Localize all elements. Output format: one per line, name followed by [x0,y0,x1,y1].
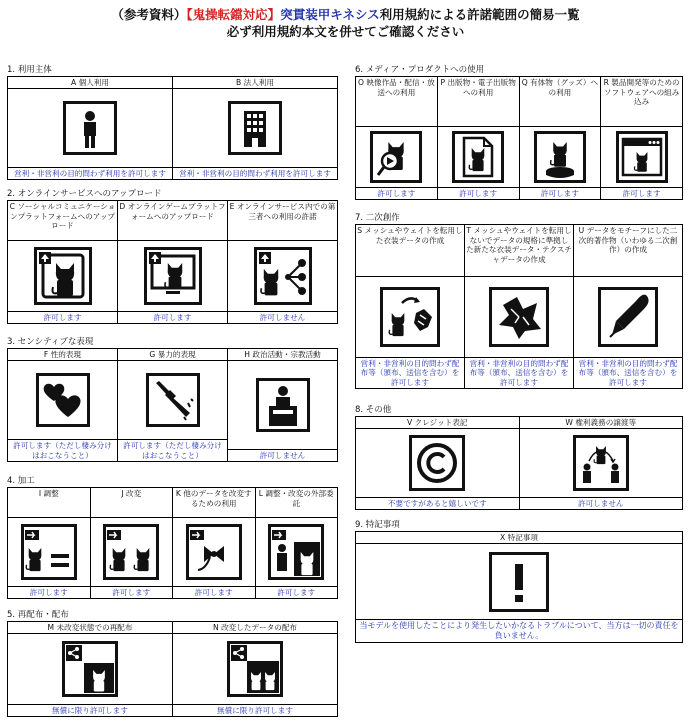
document-subtitle: 必ず利用規約本文を併せてご確認ください [226,24,465,39]
document-title [0,6,691,23]
video-icon [356,127,437,187]
item-redistribute-unmodified [8,622,173,716]
section-title: 5. 再配布・配布 [7,610,69,620]
item-label: P 出版物・電子出版物への利用 [438,77,519,127]
item-status: 許可します [438,187,519,200]
item-status: 許可します [8,311,117,324]
item-status: 許可します（ただし棲み分けはおこなうこと） [8,439,117,461]
item-status: 営利・非営利の目的問わず配布等（頒布、送信を含む）を許可します [574,357,682,389]
document-icon [438,127,519,187]
item-status: 許可します [118,311,227,324]
item-status: 営利・非営利の目的問わず利用を許可します [173,167,337,180]
item-status: 無償に限り許可します [173,704,337,717]
item-credit-notation [356,417,520,509]
item-status: 許可します（ただし棲み分けはおこなうこと） [118,439,227,461]
item-status: 無償に限り許可します [8,704,172,717]
item-video-broadcast [356,77,438,199]
item-status: 許可します [256,586,338,599]
section-title: 1. 利用主体 [7,65,52,75]
transfer-rights-icon [520,429,683,497]
redistribute-icon [8,634,172,704]
item-label: J 改変 [91,488,173,518]
item-label: Q 有体物（グッズ）への利用 [520,77,601,127]
item-distribute-modified [173,622,337,716]
upload-phone-icon [8,241,117,311]
cloth-icon [465,277,573,357]
section-usage-subject [7,65,338,180]
item-status: 営利・非営利の目的問わず配布等（頒布、送信を含む）を許可します [465,357,573,389]
item-label: S メッシュやウェイトを転用した衣装データの作成 [356,225,464,277]
item-label: E オンラインサービス内での第三者への利用の許諾 [228,201,337,241]
section-title: 9. 特記事項 [355,520,400,530]
item-label: K 他のデータを改変するための利用 [173,488,255,518]
item-physical-goods [520,77,602,199]
section-title: 6. メディア・プロダクトへの使用 [355,65,485,75]
podium-icon [228,361,337,449]
section-derivative-works [355,213,683,389]
adjust-icon [8,518,90,586]
item-label: U データをモチーフにした二次的著作物（いわゆる二次創作）の作成 [574,225,682,277]
item-label: F 性的表現 [8,349,117,361]
item-label: I 調整 [8,488,90,518]
item-status: 許可します [91,586,173,599]
share-third-party-icon [228,241,337,311]
section-grid [355,224,683,389]
section-title: 7. 二次創作 [355,213,400,223]
title-product-name: 突貫装甲キネシス [280,7,380,22]
item-outsourcing [256,488,338,598]
item-label: T メッシュやウェイトを転用しないでデータの規格に準拠した新たな衣装データ・テクスチャデータの作成 [465,225,573,277]
ribbon-icon [173,518,255,586]
section-title: 3. センシティブな表現 [7,337,94,347]
item-label: X 特記事項 [356,532,682,544]
item-adjust [8,488,91,598]
costume-transfer-icon [356,277,464,357]
item-status: 許可します [173,586,255,599]
item-fan-works [574,225,682,388]
item-status: 許可しません [520,497,683,510]
item-status: 当モデルを使用したことにより発生したいかなるトラブルについて、当方は一切の責任を負いません。 [356,619,682,642]
knife-icon [118,361,227,439]
item-label: D オンラインゲームプラットフォームへのアップロード [118,201,227,241]
item-label: B 法人利用 [173,77,337,89]
item-costume-transfer [356,225,465,388]
section-grid [355,416,683,510]
item-label: G 暴力的表現 [118,349,227,361]
title-highlight: 【鬼操転鐺対応】 [186,7,281,22]
item-label: L 調整・改変の外部委託 [256,488,338,518]
item-status: 営利・非営利の目的問わず配布等（頒布、送信を含む）を許可します [356,357,464,389]
document-header [0,6,691,40]
item-new-costume [465,225,574,388]
modify-icon [91,518,173,586]
section-grid [7,348,338,462]
item-personal-use [8,77,173,179]
item-game-upload [118,201,228,323]
item-status: 許可しません [228,449,337,462]
item-label: H 政治活動・宗教活動 [228,349,337,361]
item-third-party-license [228,201,337,323]
item-sexual-expression [8,349,118,461]
section-processing [7,476,338,599]
section-title: 4. 加工 [7,476,35,486]
section-title: 2. オンラインサービスへのアップロード [7,189,162,199]
item-corporate-use [173,77,337,179]
upload-monitor-icon [118,241,227,311]
item-label: R 製品開発等のためのソフトウェアへの組み込み [601,77,682,127]
section-grid [7,200,338,324]
section-sensitive [7,337,338,462]
item-label: V クレジット表記 [356,417,519,429]
item-violent-expression [118,349,228,461]
item-rights-transfer [520,417,683,509]
section-grid [355,76,683,200]
item-status: 許可します [520,187,601,200]
item-publication [438,77,520,199]
exclamation-icon [356,544,682,619]
section-online-upload [7,189,338,324]
pen-icon [574,277,682,357]
item-modify [91,488,174,598]
section-special-notes [355,520,683,643]
item-special-note [356,532,682,642]
section-grid [7,76,338,180]
hearts-icon [8,361,117,439]
item-status: 営利・非営利の目的問わず利用を許可します [8,167,172,180]
item-use-for-modifying [173,488,256,598]
section-redistribution [7,610,338,717]
copyright-icon [356,429,519,497]
item-status: 許可します [356,187,437,200]
item-status: 許可しません [228,311,337,324]
software-window-icon [601,127,682,187]
item-software-embedding [601,77,682,199]
person-icon [8,89,172,167]
section-grid [7,621,338,717]
section-title: 8. その他 [355,405,392,415]
outsource-icon [256,518,338,586]
item-label: A 個人利用 [8,77,172,89]
figure-icon [520,127,601,187]
item-status: 許可します [8,586,90,599]
section-media-products [355,65,683,200]
section-other [355,405,683,510]
title-suffix: 利用規約による許諾範囲の簡易一覧 [379,7,580,22]
item-status: 許可します [601,187,682,200]
building-icon [173,89,337,167]
item-political-religious [228,349,337,461]
title-prefix: （参考資料） [111,7,187,22]
item-label: W 権利義務の譲渡等 [520,417,683,429]
item-label: M 未改変状態での再配布 [8,622,172,634]
item-label: N 改変したデータの配布 [173,622,337,634]
item-label: O 映像作品・配信・放送への利用 [356,77,437,127]
section-grid [355,531,683,643]
item-label: C ソーシャルコミュニケーションプラットフォームへのアップロード [8,201,117,241]
distribute-modified-icon [173,634,337,704]
section-grid [7,487,338,599]
item-social-upload [8,201,118,323]
item-status: 不要ですがあると嬉しいです [356,497,519,510]
